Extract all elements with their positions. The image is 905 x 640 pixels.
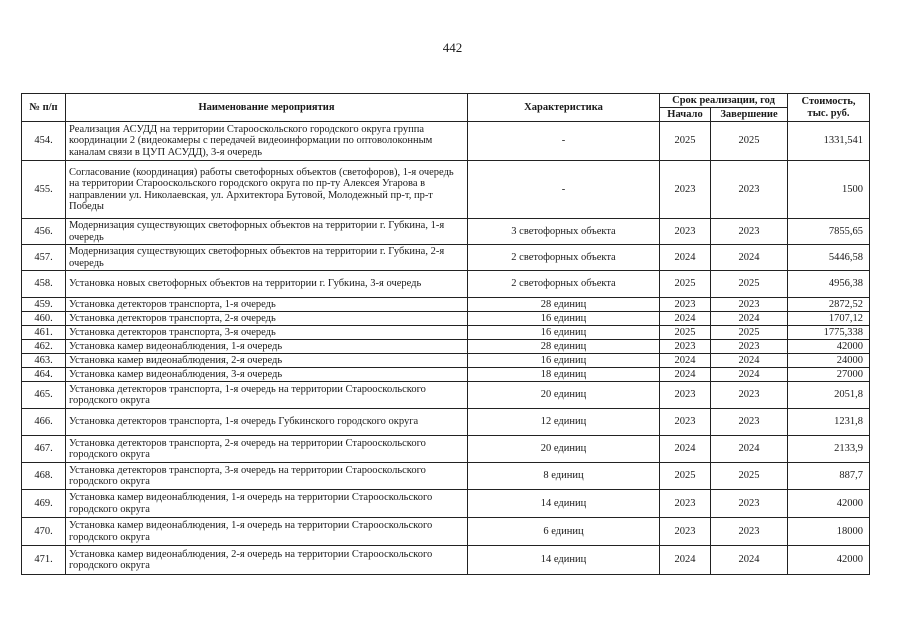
header-cost: Стоимость, тыс. руб. — [788, 94, 870, 122]
row-start-year: 2024 — [660, 312, 711, 326]
row-start-year: 2023 — [660, 340, 711, 354]
row-number: 461. — [22, 326, 66, 340]
table-row — [22, 546, 870, 575]
row-characteristic: 20 единиц — [468, 382, 660, 409]
row-cost: 42000 — [788, 546, 870, 575]
row-characteristic: 20 единиц — [468, 436, 660, 463]
header-period: Срок реализации, год — [660, 94, 788, 108]
row-start-year: 2025 — [660, 122, 711, 161]
row-start-year: 2024 — [660, 368, 711, 382]
row-end-year: 2023 — [711, 518, 788, 546]
row-start-year: 2024 — [660, 436, 711, 463]
row-characteristic: - — [468, 122, 660, 161]
row-number: 465. — [22, 382, 66, 409]
row-name: Установка детекторов транспорта, 2-я очередь на территории Старооскольского городского округа — [66, 436, 468, 463]
table-row — [22, 463, 870, 490]
table-row — [22, 122, 870, 161]
row-start-year: 2023 — [660, 161, 711, 219]
row-number: 470. — [22, 518, 66, 546]
row-number: 462. — [22, 340, 66, 354]
row-end-year: 2024 — [711, 546, 788, 575]
row-end-year: 2023 — [711, 409, 788, 436]
row-end-year: 2025 — [711, 122, 788, 161]
row-characteristic: 28 единиц — [468, 340, 660, 354]
table-row — [22, 161, 870, 219]
row-number: 458. — [22, 271, 66, 298]
row-characteristic: 12 единиц — [468, 409, 660, 436]
row-cost: 2051,8 — [788, 382, 870, 409]
row-start-year: 2024 — [660, 354, 711, 368]
row-start-year: 2023 — [660, 382, 711, 409]
row-cost: 42000 — [788, 490, 870, 518]
row-start-year: 2024 — [660, 546, 711, 575]
row-name: Установка камер видеонаблюдения, 1-я очередь на территории Старооскольского городского округа — [66, 518, 468, 546]
row-end-year: 2023 — [711, 340, 788, 354]
row-characteristic: 18 единиц — [468, 368, 660, 382]
table-row — [22, 245, 870, 271]
table-row — [22, 354, 870, 368]
table-row — [22, 298, 870, 312]
row-end-year: 2023 — [711, 298, 788, 312]
table-row — [22, 368, 870, 382]
row-number: 467. — [22, 436, 66, 463]
row-number: 455. — [22, 161, 66, 219]
page-number: 442 — [442, 40, 463, 55]
header-end: Завершение — [711, 108, 788, 122]
row-name: Установка камер видеонаблюдения, 1-я очередь — [66, 340, 468, 354]
row-cost: 4956,38 — [788, 271, 870, 298]
row-cost: 1775,338 — [788, 326, 870, 340]
row-end-year: 2023 — [711, 490, 788, 518]
row-characteristic: 2 светофорных объекта — [468, 271, 660, 298]
row-name: Установка новых светофорных объектов на территории г. Губкина, 3-я очередь — [66, 271, 468, 298]
row-end-year: 2024 — [711, 354, 788, 368]
measures-table — [21, 93, 870, 575]
row-end-year: 2025 — [711, 271, 788, 298]
row-start-year: 2023 — [660, 518, 711, 546]
row-characteristic: 28 единиц — [468, 298, 660, 312]
row-name: Установка детекторов транспорта, 2-я очередь — [66, 312, 468, 326]
row-characteristic: 14 единиц — [468, 546, 660, 575]
row-end-year: 2024 — [711, 245, 788, 271]
row-start-year: 2024 — [660, 245, 711, 271]
row-name: Установка камер видеонаблюдения, 1-я очередь на территории Старооскольского городского округа — [66, 490, 468, 518]
row-cost: 5446,58 — [788, 245, 870, 271]
row-characteristic: 16 единиц — [468, 354, 660, 368]
row-name: Установка камер видеонаблюдения, 3-я очередь — [66, 368, 468, 382]
table-row — [22, 490, 870, 518]
row-name: Установка детекторов транспорта, 3-я очередь на территории Старооскольского городского округа — [66, 463, 468, 490]
row-end-year: 2025 — [711, 326, 788, 340]
row-characteristic: 14 единиц — [468, 490, 660, 518]
table-row — [22, 436, 870, 463]
row-number: 459. — [22, 298, 66, 312]
row-characteristic: 3 светофорных объекта — [468, 219, 660, 245]
row-cost: 42000 — [788, 340, 870, 354]
row-name: Установка детекторов транспорта, 3-я очередь — [66, 326, 468, 340]
row-start-year: 2023 — [660, 298, 711, 312]
row-number: 456. — [22, 219, 66, 245]
table-row — [22, 312, 870, 326]
row-end-year: 2023 — [711, 161, 788, 219]
row-start-year: 2025 — [660, 463, 711, 490]
row-number: 464. — [22, 368, 66, 382]
row-characteristic: 2 светофорных объекта — [468, 245, 660, 271]
row-end-year: 2023 — [711, 219, 788, 245]
table-row — [22, 271, 870, 298]
row-cost: 1231,8 — [788, 409, 870, 436]
row-name: Установка камер видеонаблюдения, 2-я очередь — [66, 354, 468, 368]
row-name: Установка детекторов транспорта, 1-я очередь Губкинского городского округа — [66, 409, 468, 436]
row-characteristic: - — [468, 161, 660, 219]
row-name: Установка камер видеонаблюдения, 2-я очередь на территории Старооскольского городского округа — [66, 546, 468, 575]
row-cost: 2133,9 — [788, 436, 870, 463]
table-row — [22, 340, 870, 354]
row-cost: 1500 — [788, 161, 870, 219]
row-start-year: 2023 — [660, 409, 711, 436]
row-characteristic: 16 единиц — [468, 312, 660, 326]
row-name: Установка детекторов транспорта, 1-я очередь — [66, 298, 468, 312]
row-cost: 18000 — [788, 518, 870, 546]
row-end-year: 2024 — [711, 312, 788, 326]
row-cost: 27000 — [788, 368, 870, 382]
row-characteristic: 8 единиц — [468, 463, 660, 490]
row-number: 468. — [22, 463, 66, 490]
table-row — [22, 219, 870, 245]
header-name: Наименование мероприятия — [66, 94, 468, 122]
row-end-year: 2024 — [711, 436, 788, 463]
row-number: 469. — [22, 490, 66, 518]
row-characteristic: 6 единиц — [468, 518, 660, 546]
row-cost: 887,7 — [788, 463, 870, 490]
row-cost: 2872,52 — [788, 298, 870, 312]
table-row — [22, 518, 870, 546]
row-number: 460. — [22, 312, 66, 326]
row-start-year: 2023 — [660, 219, 711, 245]
header-number: № п/п — [22, 94, 66, 122]
row-number: 463. — [22, 354, 66, 368]
table-row — [22, 409, 870, 436]
table-row — [22, 326, 870, 340]
row-cost: 1331,541 — [788, 122, 870, 161]
row-number: 454. — [22, 122, 66, 161]
row-number: 457. — [22, 245, 66, 271]
row-number: 471. — [22, 546, 66, 575]
row-start-year: 2025 — [660, 271, 711, 298]
row-start-year: 2023 — [660, 490, 711, 518]
row-end-year: 2025 — [711, 463, 788, 490]
header-start: Начало — [660, 108, 711, 122]
header-characteristic: Характеристика — [468, 94, 660, 122]
row-end-year: 2024 — [711, 368, 788, 382]
row-name: Модернизация существующих светофорных объектов на территории г. Губкина, 2-я очередь — [66, 245, 468, 271]
row-name: Модернизация существующих светофорных объектов на территории г. Губкина, 1-я очередь — [66, 219, 468, 245]
row-cost: 1707,12 — [788, 312, 870, 326]
row-name: Установка детекторов транспорта, 1-я очередь на территории Старооскольского городского округа — [66, 382, 468, 409]
row-start-year: 2025 — [660, 326, 711, 340]
row-name: Согласование (координация) работы светофорных объектов (светофоров), 1-я очередь на территории Старооскольского городского округа по пр-ту Алексея Угарова в направлении ул. Николаевская, ул. Архитектора Бутовой, Молодежный пр-т, пр-т Победы — [66, 161, 468, 219]
row-name: Реализация АСУДД на территории Старооскольского городского округа группа координации 2 (видеокамеры с передачей видеоинформации по оптоволоконным каналам связи в ЦУП АСУДД), 3-я очередь — [66, 122, 468, 161]
row-end-year: 2023 — [711, 382, 788, 409]
row-characteristic: 16 единиц — [468, 326, 660, 340]
row-number: 466. — [22, 409, 66, 436]
row-cost: 24000 — [788, 354, 870, 368]
row-cost: 7855,65 — [788, 219, 870, 245]
table-row — [22, 382, 870, 409]
